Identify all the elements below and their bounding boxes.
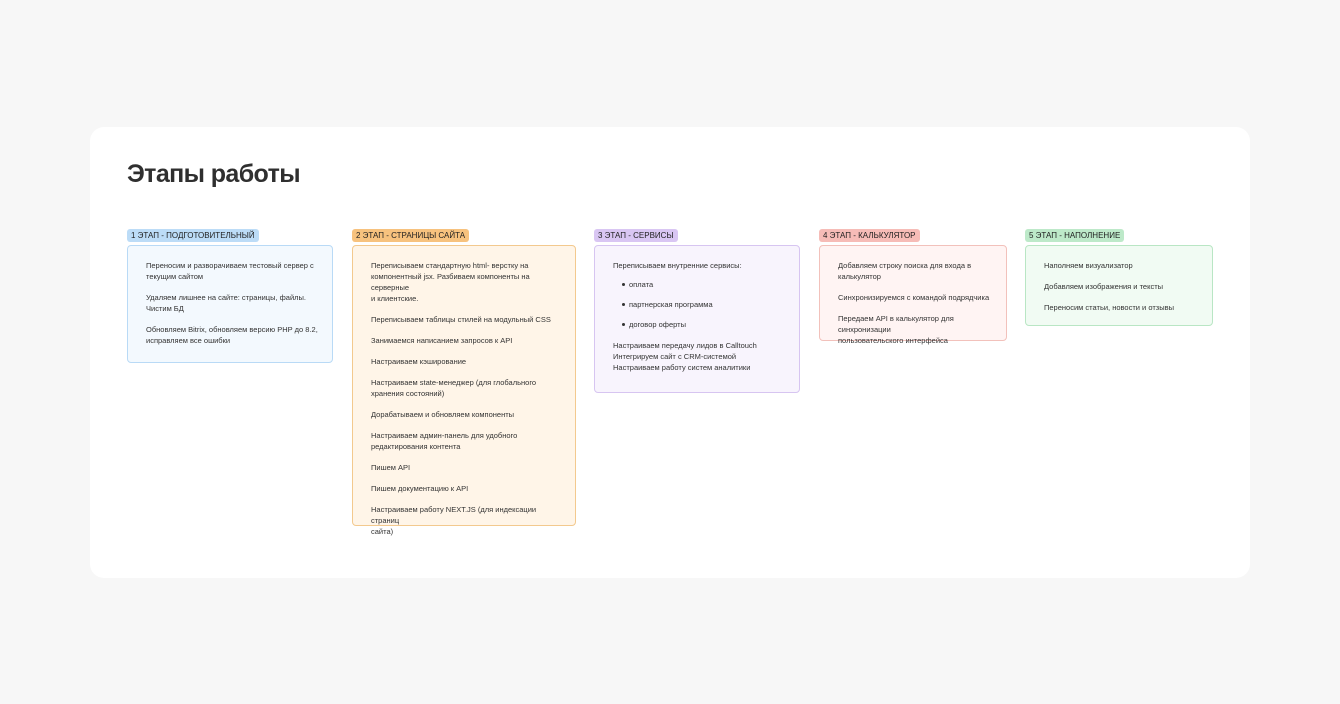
stage-3 bbox=[594, 225, 800, 393]
stage-4 bbox=[819, 225, 1007, 345]
stage-3-bullet: партнерская программа bbox=[622, 299, 785, 310]
page-title: Этапы работы bbox=[127, 160, 300, 188]
stage-3-item: Настраиваем передачу лидов в Calltouch bbox=[613, 341, 757, 350]
stage-1-tag: 1 ЭТАП - ПОДГОТОВИТЕЛЬНЫЙ bbox=[127, 229, 259, 242]
stage-2-item: Переписываем стандартную html- верстку на компонентный jsx. Разбиваем компоненты на серверные и клиентские. bbox=[371, 261, 530, 303]
stage-5 bbox=[1025, 225, 1213, 326]
stage-2-item: Настраиваем кэширование bbox=[371, 357, 467, 366]
stage-3-bullet: договор оферты bbox=[622, 319, 785, 330]
stage-3-item: Настраиваем работу систем аналитики bbox=[613, 363, 751, 372]
stage-2-item: Пишем документацию к API bbox=[371, 484, 469, 493]
stage-2-card bbox=[352, 245, 576, 536]
stage-1-item: Обновляем Bitrix, обновляем версию PHP до 8.2, исправляем все ошибки bbox=[146, 325, 318, 345]
stage-5-item: Переносим статьи, новости и отзывы bbox=[1044, 303, 1174, 312]
stage-1 bbox=[127, 225, 333, 363]
stage-3-bullet: оплата bbox=[622, 279, 785, 290]
stage-4-tag: 4 ЭТАП - КАЛЬКУЛЯТОР bbox=[819, 229, 920, 242]
stage-1-item: Переносим и разворачиваем тестовый сервер с текущим сайтом bbox=[146, 261, 314, 281]
stage-2-item: Пишем API bbox=[371, 463, 411, 472]
stage-4-item: Синхронизируемся с командой подрядчика bbox=[838, 293, 990, 302]
stage-5-item: Добавляем изображения и тексты bbox=[1044, 282, 1164, 291]
stage-4-item: Передаем API в калькулятор для синхронизации пользовательского интерфейса bbox=[838, 314, 954, 345]
stage-2-tag: 2 ЭТАП - СТРАНИЦЫ САЙТА bbox=[352, 229, 469, 242]
stage-2-item: Настраиваем работу NEXT.JS (для индексации страниц сайта) bbox=[371, 505, 537, 536]
stage-4-item: Добавляем строку поиска для входа в калькулятор bbox=[838, 261, 972, 281]
stage-3-item: Интегрируем сайт с CRM-системой bbox=[613, 352, 737, 361]
stage-1-card bbox=[127, 245, 333, 363]
stage-5-item: Наполняем визуализатор bbox=[1044, 261, 1133, 270]
stage-4-card bbox=[819, 245, 1007, 345]
stage-5-tag: 5 ЭТАП - НАПОЛНЕНИЕ bbox=[1025, 229, 1124, 242]
stage-5-card bbox=[1025, 245, 1213, 326]
stage-2-item: Настраиваем админ-панель для удобного редактирования контента bbox=[371, 431, 518, 451]
stage-3-card bbox=[594, 245, 800, 393]
stage-2-item: Настраиваем state-менеджер (для глобального хранения состояний) bbox=[371, 378, 537, 398]
stage-2-item: Дорабатываем и обновляем компоненты bbox=[371, 410, 515, 419]
stage-3-tag: 3 ЭТАП - СЕРВИСЫ bbox=[594, 229, 678, 242]
stage-3-intro: Переписываем внутренние сервисы: bbox=[613, 261, 742, 270]
stage-3-bullet-list bbox=[613, 279, 785, 330]
stage-1-item: Удаляем лишнее на сайте: страницы, файлы. Чистим БД bbox=[146, 293, 307, 313]
stage-2-item: Занимаемся написанием запросов к API bbox=[371, 336, 513, 345]
stage-2-item: Переписываем таблицы стилей на модульный CSS bbox=[371, 315, 551, 324]
stage-2 bbox=[352, 225, 576, 536]
content-panel bbox=[90, 127, 1250, 578]
